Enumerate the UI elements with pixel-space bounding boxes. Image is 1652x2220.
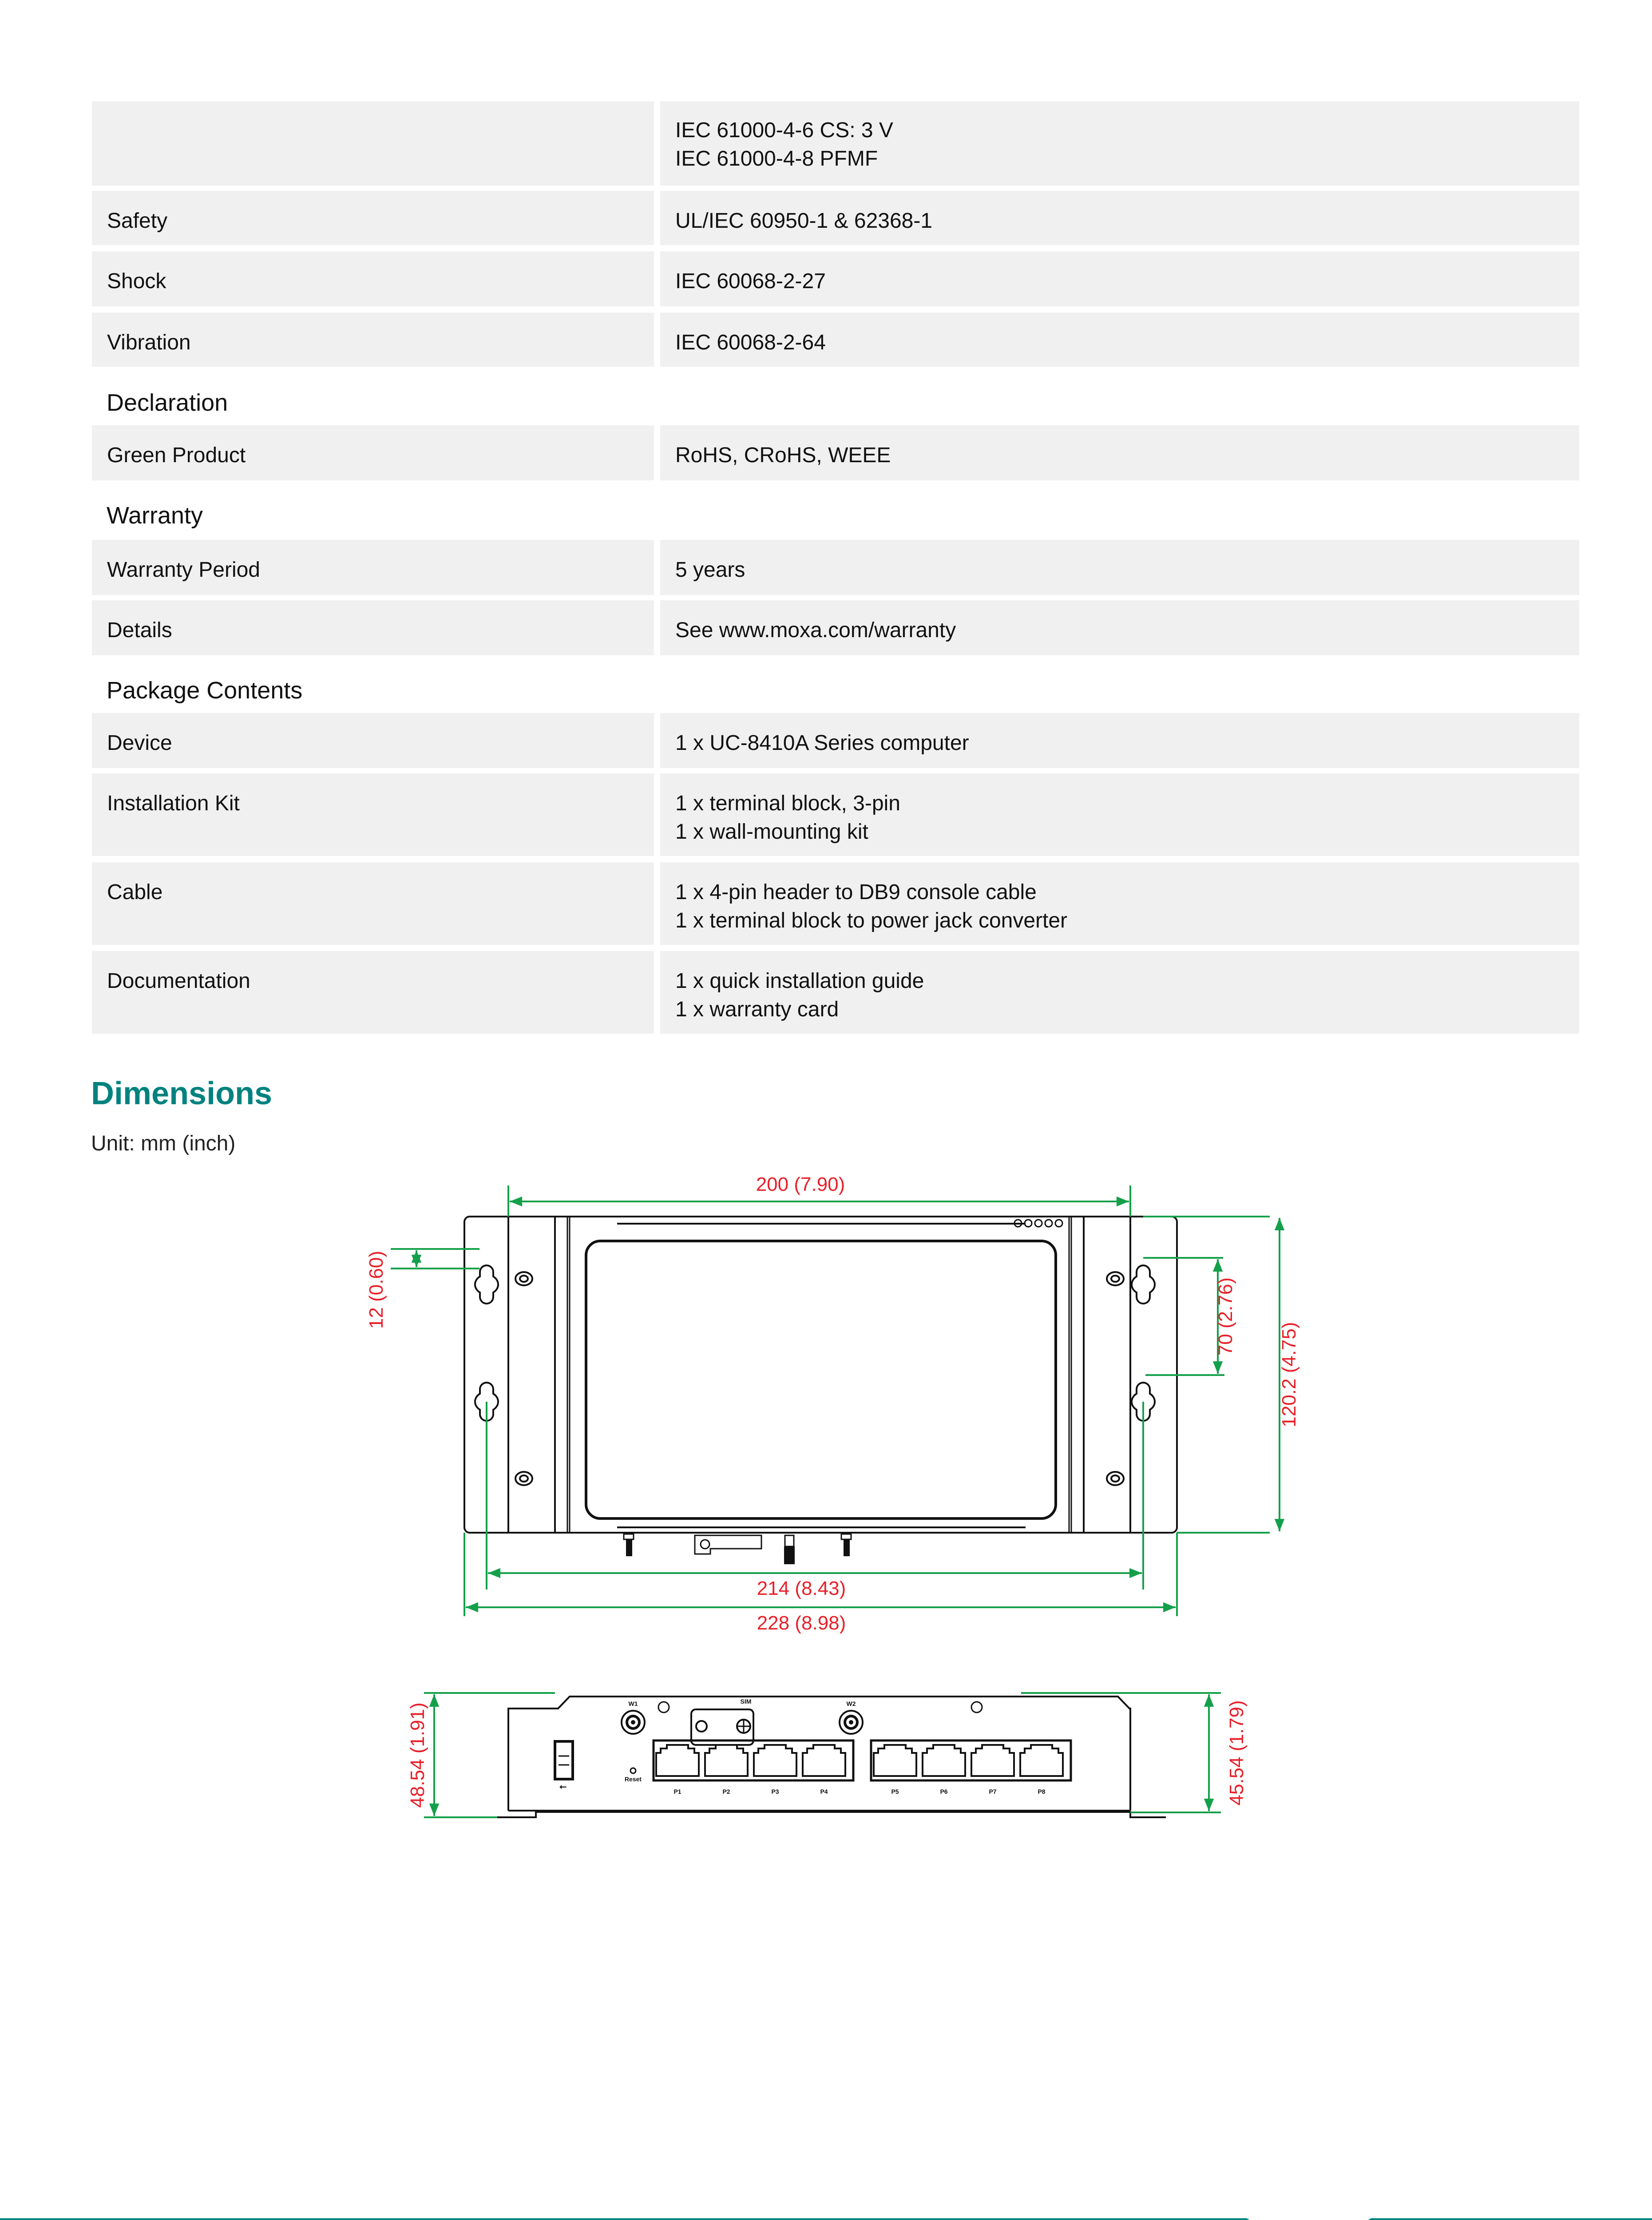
row-label: Documentation — [107, 969, 250, 993]
led-icon — [971, 1702, 982, 1713]
label-w1: W1 — [628, 1700, 638, 1707]
device-body-outline — [508, 1217, 1130, 1533]
antenna-w1-icon — [622, 1711, 645, 1734]
dim-width-body: 200 (7.90) — [756, 1173, 845, 1195]
row-label: Device — [107, 731, 172, 755]
dim-width-total: 228 (8.98) — [757, 1612, 846, 1634]
antenna-connector-icon — [624, 1534, 634, 1556]
row-value-line: IEC 61000-4-8 PFMF — [675, 147, 878, 170]
port-label: P1 — [673, 1788, 681, 1795]
rj45-port-icon — [754, 1745, 796, 1776]
port-label: P4 — [820, 1788, 828, 1795]
port-label: P8 — [1038, 1788, 1046, 1795]
row-value: 1 x UC-8410A Series computer — [675, 731, 969, 755]
front-view — [464, 1697, 1166, 1817]
row-value: 5 years — [675, 558, 745, 582]
dim-width-holes: 214 (8.43) — [757, 1578, 846, 1599]
section-heading-package-contents: Package Contents — [107, 677, 303, 704]
section-heading-warranty: Warranty — [107, 502, 203, 529]
port-label: P7 — [989, 1788, 997, 1795]
keyhole-icon — [475, 1265, 498, 1304]
row-value-line: 1 x terminal block to power jack converter — [675, 909, 1068, 932]
port-label: P6 — [940, 1788, 948, 1795]
antenna-w2-icon — [840, 1711, 863, 1734]
front-view-dimensions — [424, 1693, 1221, 1817]
label-sim: SIM — [740, 1698, 752, 1705]
dimensions-heading: Dimensions — [91, 1076, 273, 1111]
antenna-connector-icon — [841, 1534, 851, 1556]
row-label: Warranty Period — [107, 558, 260, 582]
dim-height-right: 45.54 (1.79) — [1226, 1700, 1248, 1806]
row-value: IEC 60068-2-27 — [675, 270, 826, 293]
port-labels — [673, 1788, 1045, 1795]
row-value: IEC 60068-2-64 — [675, 331, 826, 354]
usb-icon: ⭠ — [559, 1782, 567, 1792]
keyhole-icon — [1132, 1265, 1155, 1304]
port-label: P2 — [722, 1788, 730, 1795]
label-reset: Reset — [624, 1776, 642, 1783]
dim-height-total: 120.2 (4.75) — [1278, 1322, 1300, 1427]
row-value-line: 1 x quick installation guide — [675, 969, 924, 993]
row-value: RoHS, CRoHS, WEEE — [675, 444, 891, 467]
row-label: Vibration — [107, 331, 191, 354]
row-value-line: 1 x terminal block, 3-pin — [675, 792, 900, 815]
top-view — [464, 1217, 1177, 1564]
row-label: Shock — [107, 270, 166, 293]
dim-hole-spacing: 70 (2.76) — [1215, 1277, 1236, 1356]
rj45-port-icon — [874, 1745, 916, 1776]
led-icon — [658, 1702, 669, 1713]
row-value-line: 1 x warranty card — [675, 998, 839, 1021]
sim-tray-icon — [695, 1535, 795, 1564]
usb-port-icon — [555, 1741, 573, 1779]
row-value-line: 1 x wall-mounting kit — [675, 820, 868, 844]
dim-height-left: 48.54 (1.91) — [407, 1702, 428, 1808]
row-label: Details — [107, 618, 172, 642]
rj45-port-icon — [1020, 1745, 1063, 1776]
dim-keyhole-slot: 12 (0.60) — [365, 1250, 387, 1329]
row-value-line: IEC 61000-4-6 CS: 3 V — [675, 119, 893, 142]
unit-note: Unit: mm (inch) — [91, 1132, 236, 1155]
row-label: Green Product — [107, 444, 246, 467]
port-label: P5 — [891, 1788, 899, 1795]
section-heading-declaration: Declaration — [107, 389, 228, 416]
page-footer — [0, 2218, 1652, 2220]
rj45-port-icon — [705, 1745, 748, 1776]
footer-notch — [1247, 2218, 1371, 2220]
rj45-port-icon — [656, 1745, 699, 1776]
reset-button-icon — [630, 1768, 636, 1773]
rj45-port-row — [656, 1745, 1063, 1776]
row-label: Safety — [107, 209, 168, 233]
row-value: UL/IEC 60950-1 & 62368-1 — [675, 209, 933, 233]
row-label: Installation Kit — [107, 792, 240, 815]
rj45-port-icon — [803, 1745, 845, 1776]
label-w2: W2 — [846, 1700, 856, 1707]
rj45-port-icon — [971, 1745, 1014, 1776]
rj45-port-icon — [923, 1745, 965, 1776]
port-label: P3 — [771, 1788, 779, 1795]
row-value-line: 1 x 4-pin header to DB9 console cable — [675, 880, 1037, 904]
row-value[interactable]: See www.moxa.com/warranty — [675, 618, 956, 642]
row-label: Cable — [107, 880, 163, 904]
